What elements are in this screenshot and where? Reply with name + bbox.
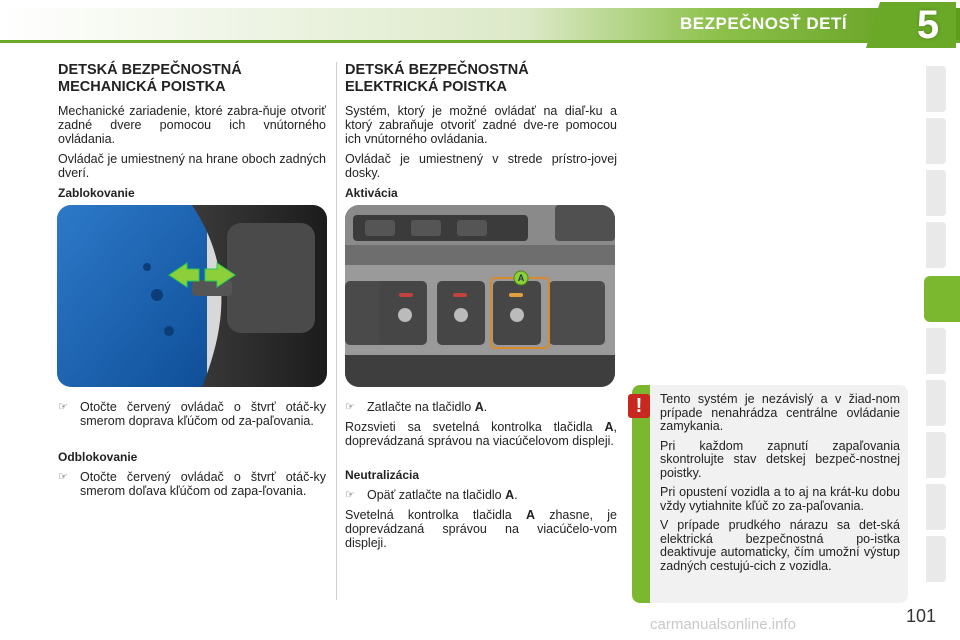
pointing-hand-icon: ☞ <box>345 489 355 501</box>
note-para-4: V prípade prudkého nárazu sa det-ská elektrická bezpečnostná po-istka deaktivuje automaticky, čím umožní výstup zadných cestujú-cich z vozidla. <box>660 518 900 573</box>
right-column-top <box>345 62 617 206</box>
neutral-instruction <box>345 488 617 502</box>
section-title: BEZPEČNOSŤ DETÍ <box>680 14 848 33</box>
neutral-instruction-text: Opäť zatlačte na tlačidlo A. <box>367 488 518 502</box>
unlock-instruction-text: Otočte červený ovládač o štvrť otáč-ky smerom doľava kľúčom od zapa-ľovania. <box>80 470 326 498</box>
chapter-tab[interactable] <box>926 170 946 216</box>
activate-instruction <box>345 400 617 414</box>
neutral-title: Neutralizácia <box>345 468 420 482</box>
page-number: 101 <box>906 606 937 626</box>
door-lock-photo <box>57 205 327 387</box>
chapter-tab[interactable] <box>926 328 946 374</box>
right-heading: DETSKÁ BEZPEČNOSTNÁ ELEKTRICKÁ POISTKA <box>345 62 529 95</box>
activate-instruction-text: Zatlačte na tlačidlo A. <box>367 400 488 414</box>
warning-note <box>632 385 908 603</box>
chapter-tab[interactable] <box>926 66 946 112</box>
chapter-tab[interactable] <box>926 536 946 582</box>
lock-instruction <box>58 400 326 428</box>
note-para-1: Tento systém je nezávislý a v žiad-nom prípade nenahrádza centrálne ovládanie zamykania. <box>660 392 900 433</box>
column-divider <box>336 62 337 600</box>
watermark: carmanualsonline.info <box>650 616 796 633</box>
left-para-2: Ovládač je umiestnený na hrane oboch zadných dverí. <box>58 152 326 180</box>
chapter-tab[interactable] <box>926 380 946 426</box>
right-column-bottom <box>345 400 617 556</box>
left-column-top <box>58 62 326 206</box>
chapter-number: 5 <box>916 3 940 47</box>
activation-title: Aktivácia <box>345 186 398 200</box>
left-column-bottom <box>58 400 326 504</box>
chapter-tab[interactable] <box>926 118 946 164</box>
light-on-text: Rozsvieti sa svetelná kontrolka tlačidla A, doprevádzaná správou na viacúčelovom displeji. <box>345 420 617 448</box>
pointing-hand-icon: ☞ <box>345 401 355 413</box>
lock-instruction-text: Otočte červený ovládač o štvrť otáč-ky smerom doprava kľúčom od za-paľovania. <box>80 400 326 428</box>
warning-icon: ! <box>628 394 650 418</box>
chapter-tab-active[interactable] <box>924 276 960 322</box>
right-para-1: Systém, ktorý je možné ovládať na diaľ-ku a ktorý zabraňuje otvoriť zadné dve-re pomocou ich vnútorného ovládania. <box>345 104 617 146</box>
unlock-title: Odblokovanie <box>58 450 138 464</box>
lock-title: Zablokovanie <box>58 186 135 200</box>
right-para-2: Ovládač je umiestnený v strede prístro-jovej dosky. <box>345 152 617 180</box>
dashboard-switch-photo <box>345 205 615 387</box>
light-off-text: Svetelná kontrolka tlačidla A zhasne, je doprevádzaná správou na viacúčelo-vom displeji. <box>345 508 617 550</box>
left-heading: DETSKÁ BEZPEČNOSTNÁ MECHANICKÁ POISTKA <box>58 62 242 95</box>
left-para-1: Mechanické zariadenie, ktoré zabra-ňuje otvoriť zadné dvere pomocou ich vnútorného ovládania. <box>58 104 326 146</box>
unlock-instruction <box>58 470 326 498</box>
pointing-hand-icon: ☞ <box>58 471 68 483</box>
chapter-tab[interactable] <box>926 484 946 530</box>
chapter-tab[interactable] <box>926 222 946 268</box>
note-para-3: Pri opustení vozidla a to aj na krát-ku dobu vždy vytiahnite kľúč zo za-paľovania. <box>660 485 900 513</box>
svg-text:A: A <box>517 273 525 283</box>
note-para-2: Pri každom zapnutí zapaľovania skontrolujte stav detskej bezpeč-nostnej poistky. <box>660 438 900 480</box>
pointing-hand-icon: ☞ <box>58 401 68 413</box>
chapter-tab[interactable] <box>926 432 946 478</box>
